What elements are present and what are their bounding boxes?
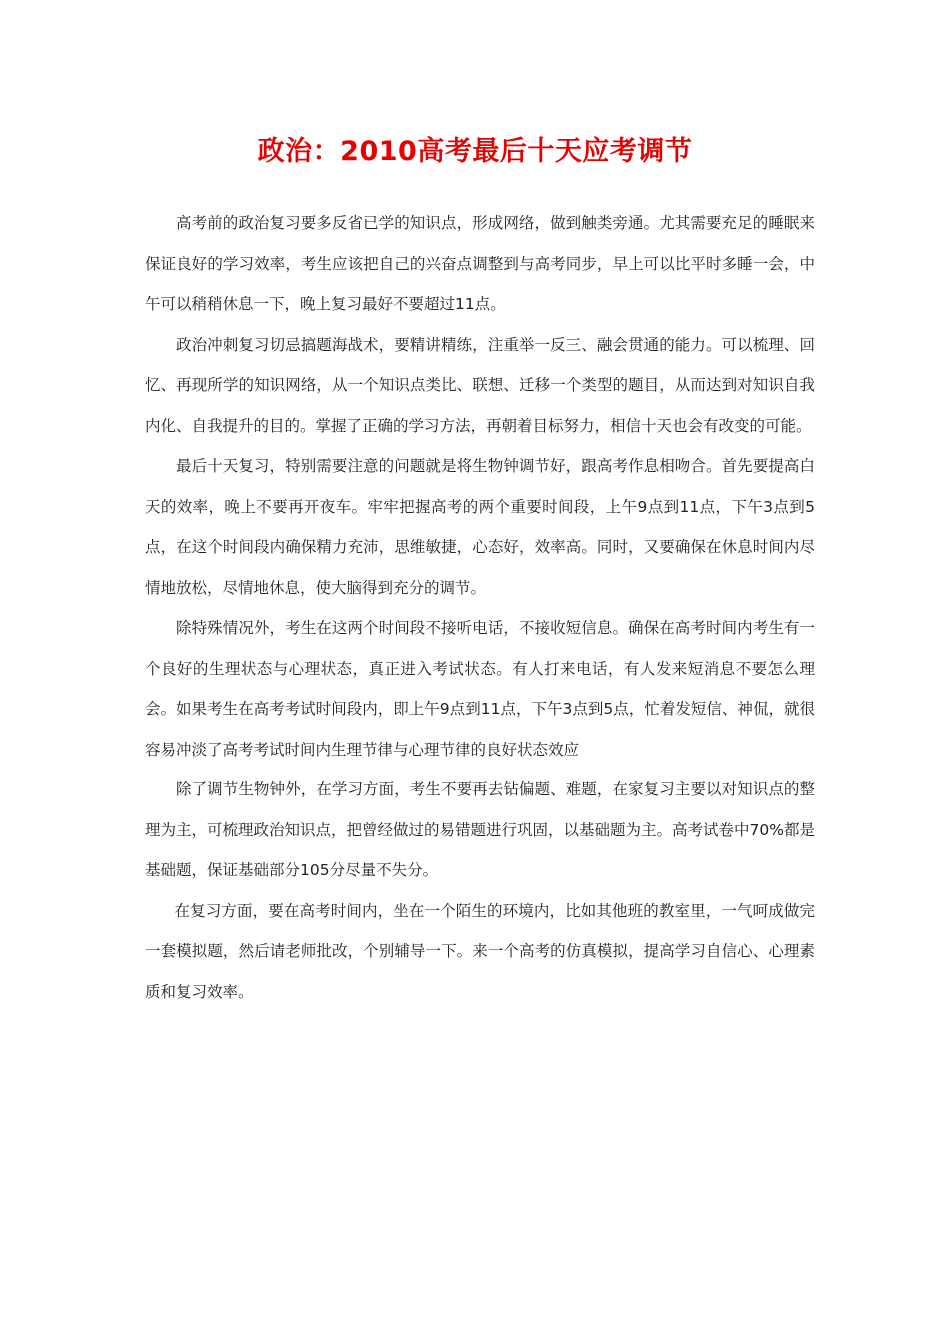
paragraph-5: 除了调节生物钟外，在学习方面，考生不要再去钻偏题、难题，在家复习主要以对知识点的整理为主，可梳理政治知识点，把曾经做过的易错题进行巩固，以基础题为主。高考试卷中70%都是基础题，保证基础部分105分尽量不失分。 (145, 780, 815, 879)
paragraph-1: 高考前的政治复习要多反省已学的知识点，形成网络，做到触类旁通。尤其需要充足的睡眠来保证良好的学习效率，考生应该把自己的兴奋点调整到与高考同步，早上可以比平时多睡一会，中午可以稍稍休息一下，晚上复习最好不要超过11点。 (145, 214, 815, 313)
document-title: 政治：2010高考最后十天应考调节 (257, 136, 693, 167)
paragraph-2: 政治冲刺复习切忌搞题海战术，要精讲精练，注重举一反三、融会贯通的能力。可以梳理、回忆、再现所学的知识网络，从一个知识点类比、联想、迁移一个类型的题目，从而达到对知识自我内化、自我提升的目的。掌握了正确的学习方法，再朝着目标努力，相信十天也会有改变的可能。 (145, 335, 815, 435)
document-body (145, 203, 815, 1012)
paragraph-6: 在复习方面，要在高考时间内，坐在一个陌生的环境内，比如其他班的教室里，一气呵成做完一套模拟题，然后请老师批改，个别辅导一下。来一个高考的仿真模拟，提高学习自信心、心理素质和复习效率。 (145, 901, 815, 1001)
paragraph-3: 最后十天复习，特别需要注意的问题就是将生物钟调节好，跟高考作息相吻合。首先要提高白天的效率，晚上不要再开夜车。牢牢把握高考的两个重要时间段，上午9点到11点，下午3点到5点，在这个时间段内确保精力充沛，思维敏捷，心态好，效率高。同时，又要确保在休息时间内尽情地放松，尽情地休息，使大脑得到充分的调节。 (145, 457, 815, 597)
paragraph-4: 除特殊情况外，考生在这两个时间段不接听电话，不接收短信息。确保在高考时间内考生有一个良好的生理状态与心理状态，真正进入考试状态。有人打来电话，有人发来短消息不要怎么理会。如果考生在高考考试时间段内，即上午9点到11点，下午3点到5点，忙着发短信、神侃，就很容易冲淡了高考考试时间内生理节律与心理节律的良好状态效应 (145, 619, 815, 759)
